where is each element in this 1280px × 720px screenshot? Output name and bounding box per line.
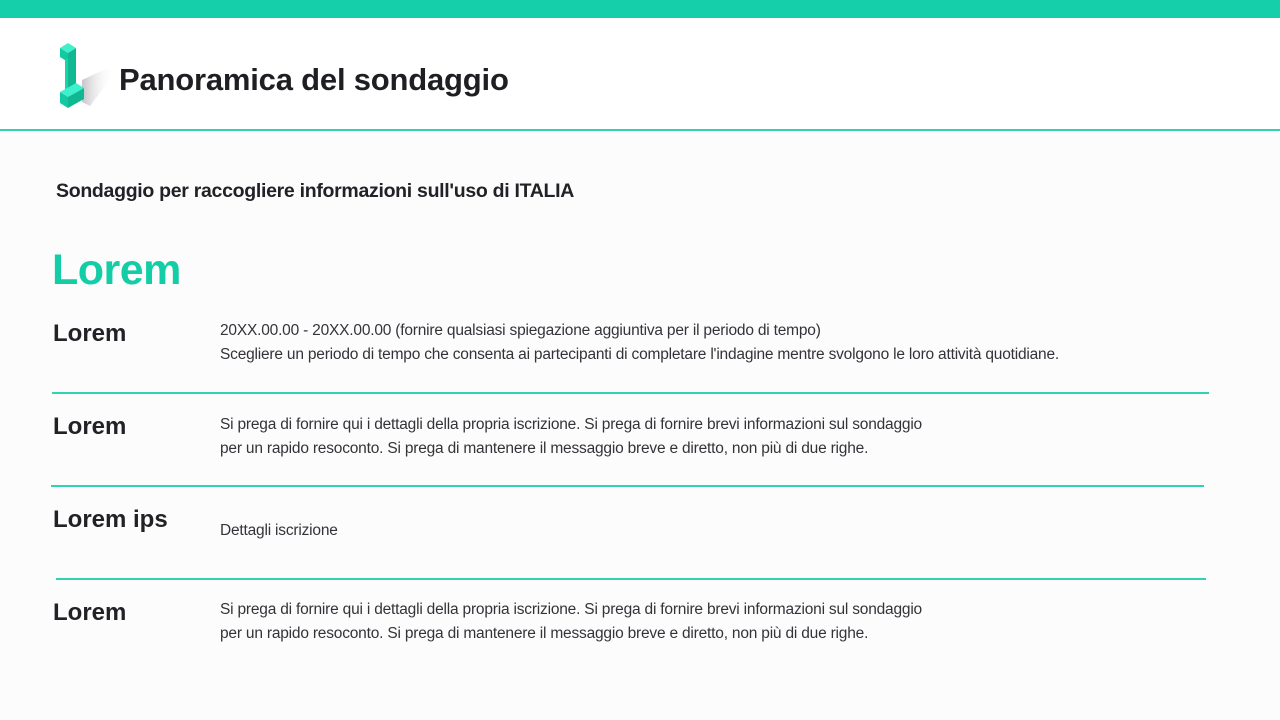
section-heading: Lorem [52, 246, 181, 294]
isometric-i-logo-icon [56, 40, 116, 112]
page-title: Panoramica del sondaggio [119, 62, 509, 97]
row-text-line: 20XX.00.00 - 20XX.00.00 (fornire qualsiasi spiegazione aggiuntiva per il periodo di tempo) [220, 322, 821, 339]
row-text-line: Dettagli iscrizione [220, 522, 338, 539]
top-accent-bar [0, 0, 1280, 18]
row-divider [52, 392, 1209, 394]
row-label-registration: Lorem ips [53, 506, 168, 533]
row-label-details: Lorem [53, 413, 127, 440]
row-text-line: Si prega di fornire qui i dettagli della propria iscrizione. Si prega di fornire brevi informazioni sul sondaggio [220, 416, 922, 433]
row-label-period: Lorem [53, 320, 127, 347]
row-text-registration [220, 519, 338, 543]
row-text-line: per un rapido resoconto. Si prega di mantenere il messaggio breve e diretto, non più di due righe. [220, 625, 869, 642]
row-text-line: per un rapido resoconto. Si prega di mantenere il messaggio breve e diretto, non più di due righe. [220, 440, 869, 457]
row-text-line: Si prega di fornire qui i dettagli della propria iscrizione. Si prega di fornire brevi informazioni sul sondaggio [220, 601, 922, 618]
row-divider [51, 485, 1204, 487]
row-label-summary: Lorem [53, 599, 127, 626]
row-text-details [220, 413, 922, 461]
survey-subtitle: Sondaggio per raccogliere informazioni sull'uso di ITALIA [56, 180, 575, 202]
row-text-summary [220, 598, 922, 646]
row-text-period [220, 319, 1059, 367]
row-text-line: Scegliere un periodo di tempo che consenta ai partecipanti di completare l'indagine mentre svolgono le loro attività quotidiane. [220, 346, 1060, 363]
page-header [0, 18, 1280, 131]
row-divider [56, 578, 1206, 580]
